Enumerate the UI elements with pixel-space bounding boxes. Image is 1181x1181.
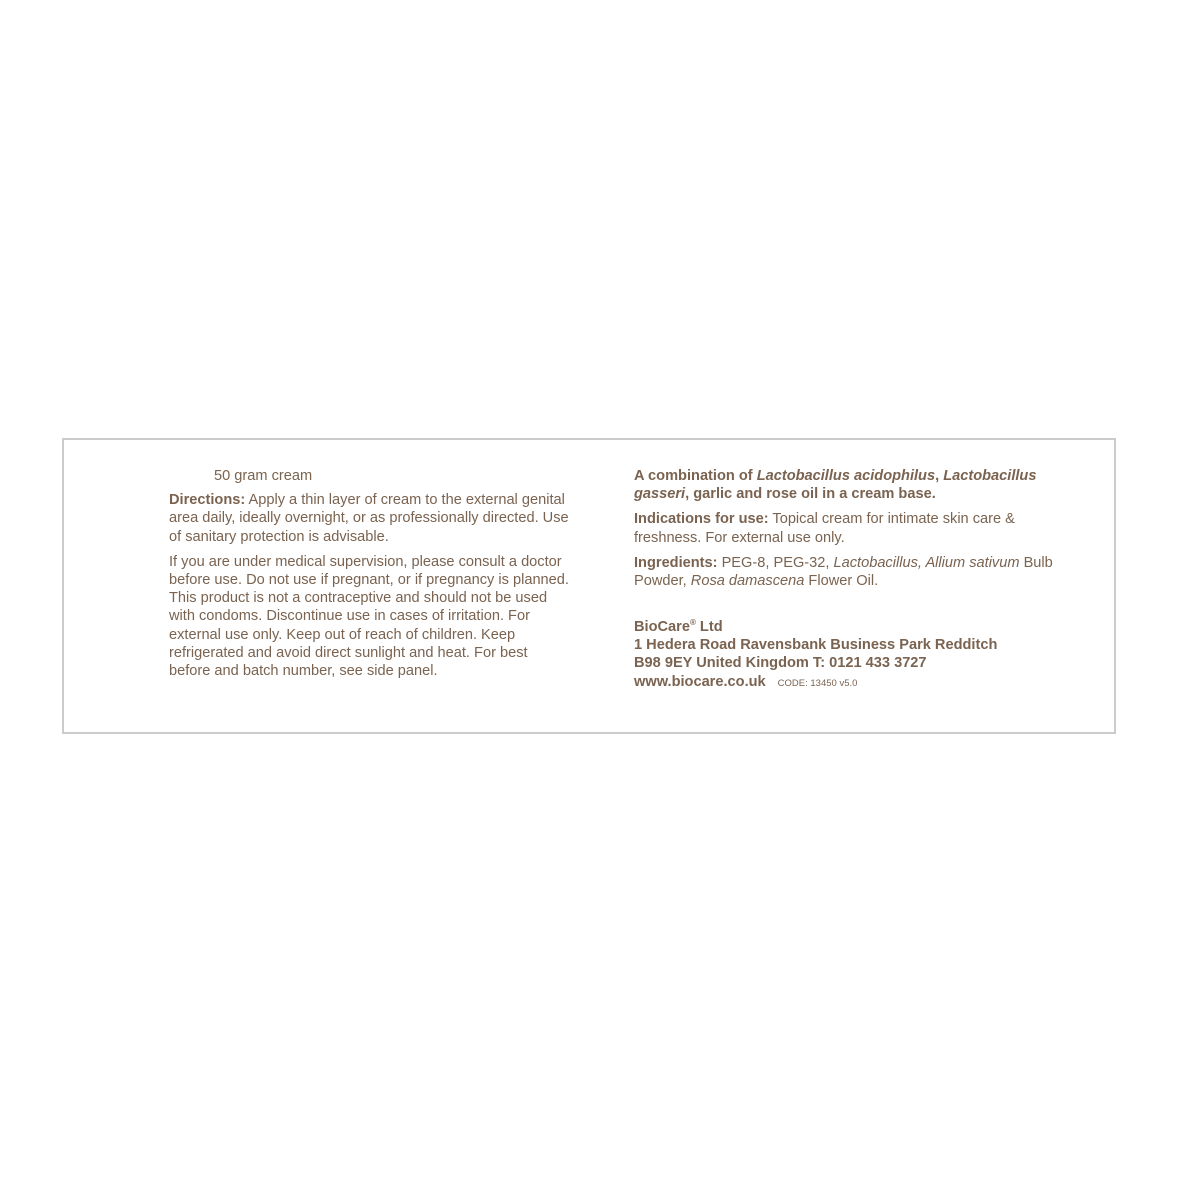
directions bbox=[169, 491, 569, 546]
ingredients-italic: Rosa damascena bbox=[690, 573, 805, 590]
ingredients-italic: Lactobacillus, Allium sativum bbox=[833, 554, 1020, 571]
species-2: Lactobacillus gasseri bbox=[634, 468, 1037, 503]
website-row bbox=[634, 673, 1054, 693]
product-code: CODE: 13450 v5.0 bbox=[777, 677, 858, 689]
indications bbox=[634, 510, 1054, 546]
company-info bbox=[634, 614, 1054, 693]
directions-text: Apply a thin layer of cream to the external genital area daily, ideally overnight, or as professionally directed. Use of sanitary protection is advisable. bbox=[169, 492, 569, 545]
desc-text: , bbox=[935, 468, 944, 484]
ingredients-text: PEG-8, PEG-32, bbox=[717, 554, 834, 571]
address-line-1: 1 Hedera Road Ravensbank Business Park Redditch bbox=[634, 637, 998, 654]
address-line-2: B98 9EY United Kingdom T: 0121 433 3727 bbox=[634, 655, 927, 672]
species-1: Lactobacillus acidophilus bbox=[756, 468, 936, 484]
ingredients bbox=[634, 554, 1054, 590]
ingredients-label: Ingredients: bbox=[634, 554, 718, 571]
ingredients-text: Bulb Powder, bbox=[634, 554, 1053, 590]
label-panel bbox=[62, 438, 1116, 734]
company-name-text: BioCare bbox=[634, 619, 690, 636]
desc-text: A combination of bbox=[634, 468, 757, 484]
warnings: If you are under medical supervision, please consult a doctor before use. Do not use if pregnant, or if pregnancy is planned. This product is not a contraceptive and should not be used with condoms. Discontinue use in cases of irritation. For external use only. Keep out of reach of children. Keep refrigerated and avoid direct sunlight and heat. For best before and batch number, see side panel. bbox=[169, 553, 569, 680]
product-description bbox=[634, 467, 1054, 503]
left-column bbox=[169, 467, 569, 687]
company-name bbox=[634, 614, 1054, 636]
product-size: 50 gram cream bbox=[214, 468, 313, 484]
indications-text: Topical cream for intimate skin care & freshness. For external use only. bbox=[634, 511, 1015, 546]
indications-label: Indications for use: bbox=[634, 511, 769, 528]
directions-label: Directions: bbox=[169, 492, 246, 509]
desc-text: , garlic and rose oil in a cream base. bbox=[685, 486, 936, 503]
right-column bbox=[634, 467, 1054, 693]
registered-mark: ® bbox=[689, 618, 696, 628]
website-link[interactable]: www.biocare.co.uk bbox=[634, 673, 766, 690]
company-suffix: Ltd bbox=[695, 619, 723, 636]
ingredients-text: Flower Oil. bbox=[804, 573, 879, 590]
